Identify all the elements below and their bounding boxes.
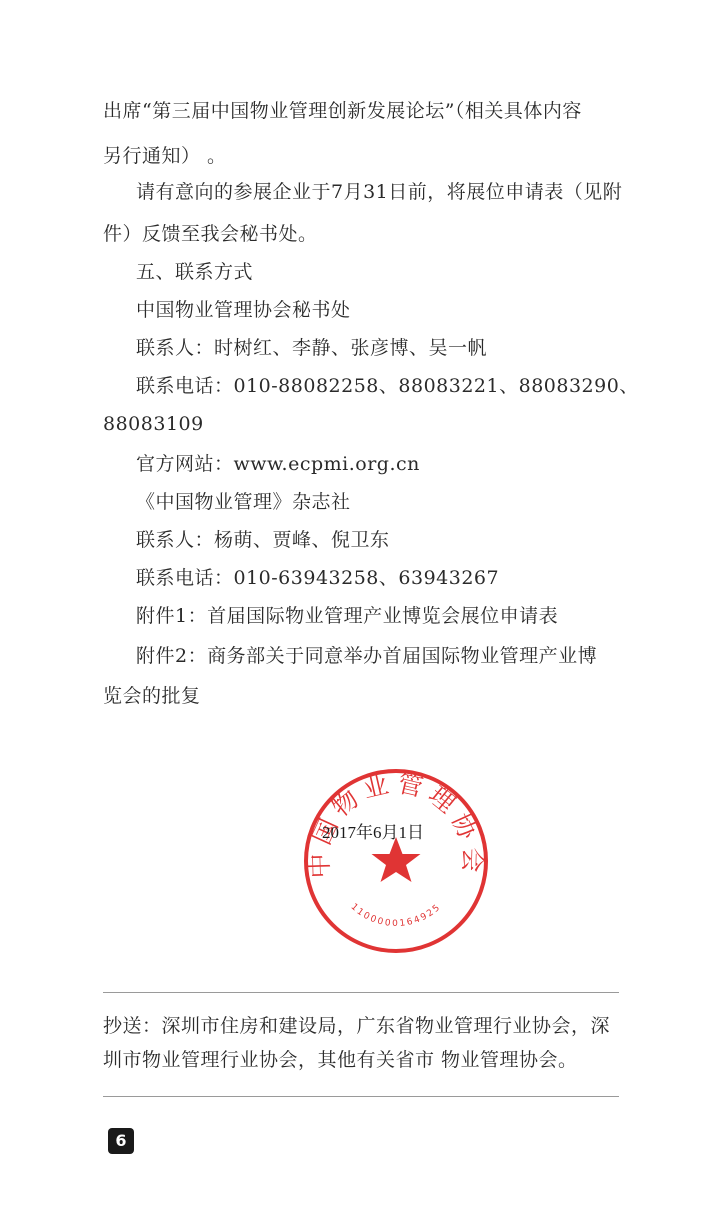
- official-seal: [300, 765, 492, 957]
- red-star-icon: [372, 837, 421, 882]
- body-line: 另行通知） 。: [103, 145, 227, 167]
- cc-line: 抄送：深圳市住房和建设局，广东省物业管理行业协会，深: [103, 1015, 611, 1037]
- divider: [103, 992, 619, 993]
- svg-text:中国物业管理协会: 中国物业管理协会: [304, 768, 488, 879]
- signature-date: 2017年6月1日: [322, 823, 424, 842]
- body-line: 联系电话：010-63943258、63943267: [136, 567, 500, 589]
- body-line: 联系人：杨萌、贾峰、倪卫东: [136, 529, 390, 551]
- body-line: 出席“第三届中国物业管理创新发展论坛”（相关具体内容: [103, 100, 582, 122]
- body-line: 《中国物业管理》杂志社: [136, 491, 351, 513]
- page-number-badge: 6: [108, 1128, 134, 1154]
- body-line: 联系人：时树红、李静、张彦博、吴一帆: [136, 337, 488, 359]
- website-line: 官方网站：www.ecpmi.org.cn: [136, 453, 420, 475]
- body-line: 联系电话：010-88082258、88083221、88083290、: [136, 375, 639, 397]
- attachment-line: 附件2：商务部关于同意举办首届国际物业管理产业博: [136, 645, 598, 667]
- divider: [103, 1096, 619, 1097]
- body-line: 中国物业管理协会秘书处: [136, 299, 351, 321]
- attachment-line: 附件1：首届国际物业管理产业博览会展位申请表: [136, 605, 559, 627]
- svg-text:1100000164925: 1100000164925: [348, 902, 444, 930]
- body-line: 88083109: [103, 413, 204, 435]
- section-heading-contact: 五、联系方式: [136, 261, 254, 283]
- cc-line: 圳市物业管理行业协会，其他有关省市 物业管理协会。: [103, 1049, 578, 1071]
- body-line: 请有意向的参展企业于7月31日前，将展位申请表（见附: [136, 181, 623, 203]
- body-line: 件）反馈至我会秘书处。: [103, 223, 318, 245]
- attachment-line: 览会的批复: [103, 685, 201, 707]
